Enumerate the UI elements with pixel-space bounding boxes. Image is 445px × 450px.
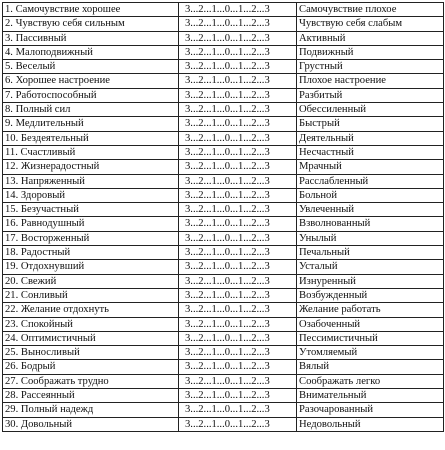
table-row	[3, 303, 444, 317]
right-state-cell: Унылый	[297, 231, 444, 245]
right-state-cell: Желание работать	[297, 303, 444, 317]
left-state-cell: 26. Бодрый	[3, 360, 179, 374]
table-row	[3, 203, 444, 217]
rating-scale-cell: 3...2...1...0...1...2...3	[179, 3, 297, 17]
left-state-cell: 10. Бездеятельный	[3, 131, 179, 145]
san-questionnaire-table	[2, 2, 444, 432]
table-body	[3, 3, 444, 432]
right-state-cell: Изнуренный	[297, 274, 444, 288]
left-state-cell: 24. Оптимистичный	[3, 331, 179, 345]
table-row	[3, 74, 444, 88]
rating-scale-cell: 3...2...1...0...1...2...3	[179, 360, 297, 374]
table-row	[3, 260, 444, 274]
left-state-cell: 22. Желание отдохнуть	[3, 303, 179, 317]
table-row	[3, 131, 444, 145]
left-state-cell: 20. Свежий	[3, 274, 179, 288]
rating-scale-cell: 3...2...1...0...1...2...3	[179, 288, 297, 302]
right-state-cell: Подвижный	[297, 45, 444, 59]
rating-scale-cell: 3...2...1...0...1...2...3	[179, 160, 297, 174]
left-state-cell: 27. Соображать трудно	[3, 374, 179, 388]
left-state-cell: 1. Самочувствие хорошее	[3, 3, 179, 17]
table-row	[3, 317, 444, 331]
rating-scale-cell: 3...2...1...0...1...2...3	[179, 45, 297, 59]
right-state-cell: Чувствую себя слабым	[297, 17, 444, 31]
table-row	[3, 288, 444, 302]
rating-scale-cell: 3...2...1...0...1...2...3	[179, 231, 297, 245]
right-state-cell: Активный	[297, 31, 444, 45]
left-state-cell: 18. Радостный	[3, 246, 179, 260]
table-row	[3, 17, 444, 31]
left-state-cell: 8. Полный сил	[3, 103, 179, 117]
right-state-cell: Самочувствие плохое	[297, 3, 444, 17]
table-row	[3, 217, 444, 231]
right-state-cell: Больной	[297, 188, 444, 202]
left-state-cell: 13. Напряженный	[3, 174, 179, 188]
table-row	[3, 389, 444, 403]
right-state-cell: Печальный	[297, 246, 444, 260]
left-state-cell: 28. Рассеянный	[3, 389, 179, 403]
rating-scale-cell: 3...2...1...0...1...2...3	[179, 274, 297, 288]
rating-scale-cell: 3...2...1...0...1...2...3	[179, 403, 297, 417]
table-row	[3, 374, 444, 388]
right-state-cell: Взволнованный	[297, 217, 444, 231]
rating-scale-cell: 3...2...1...0...1...2...3	[179, 331, 297, 345]
left-state-cell: 19. Отдохнувший	[3, 260, 179, 274]
left-state-cell: 14. Здоровый	[3, 188, 179, 202]
rating-scale-cell: 3...2...1...0...1...2...3	[179, 188, 297, 202]
right-state-cell: Недовольный	[297, 417, 444, 431]
rating-scale-cell: 3...2...1...0...1...2...3	[179, 17, 297, 31]
table-row	[3, 3, 444, 17]
table-row	[3, 274, 444, 288]
right-state-cell: Возбужденный	[297, 288, 444, 302]
table-row	[3, 231, 444, 245]
right-state-cell: Увлеченный	[297, 203, 444, 217]
left-state-cell: 17. Восторженный	[3, 231, 179, 245]
right-state-cell: Обессиленный	[297, 103, 444, 117]
table-row	[3, 117, 444, 131]
table-row	[3, 188, 444, 202]
right-state-cell: Разочарованный	[297, 403, 444, 417]
table-row	[3, 360, 444, 374]
right-state-cell: Грустный	[297, 60, 444, 74]
left-state-cell: 29. Полный надежд	[3, 403, 179, 417]
right-state-cell: Расслабленный	[297, 174, 444, 188]
right-state-cell: Несчастный	[297, 145, 444, 159]
rating-scale-cell: 3...2...1...0...1...2...3	[179, 389, 297, 403]
rating-scale-cell: 3...2...1...0...1...2...3	[179, 246, 297, 260]
table-row	[3, 346, 444, 360]
table-row	[3, 417, 444, 431]
rating-scale-cell: 3...2...1...0...1...2...3	[179, 260, 297, 274]
rating-scale-cell: 3...2...1...0...1...2...3	[179, 217, 297, 231]
left-state-cell: 6. Хорошее настроение	[3, 74, 179, 88]
right-state-cell: Деятельный	[297, 131, 444, 145]
table-row	[3, 103, 444, 117]
table-row	[3, 331, 444, 345]
rating-scale-cell: 3...2...1...0...1...2...3	[179, 303, 297, 317]
table-row	[3, 403, 444, 417]
left-state-cell: 9. Медлительный	[3, 117, 179, 131]
right-state-cell: Плохое настроение	[297, 74, 444, 88]
rating-scale-cell: 3...2...1...0...1...2...3	[179, 31, 297, 45]
left-state-cell: 5. Веселый	[3, 60, 179, 74]
rating-scale-cell: 3...2...1...0...1...2...3	[179, 203, 297, 217]
left-state-cell: 25. Выносливый	[3, 346, 179, 360]
rating-scale-cell: 3...2...1...0...1...2...3	[179, 103, 297, 117]
left-state-cell: 3. Пассивный	[3, 31, 179, 45]
left-state-cell: 15. Безучастный	[3, 203, 179, 217]
rating-scale-cell: 3...2...1...0...1...2...3	[179, 60, 297, 74]
left-state-cell: 11. Счастливый	[3, 145, 179, 159]
right-state-cell: Утомляемый	[297, 346, 444, 360]
left-state-cell: 16. Равнодушный	[3, 217, 179, 231]
rating-scale-cell: 3...2...1...0...1...2...3	[179, 131, 297, 145]
table-row	[3, 31, 444, 45]
rating-scale-cell: 3...2...1...0...1...2...3	[179, 417, 297, 431]
left-state-cell: 21. Сонливый	[3, 288, 179, 302]
table-row	[3, 45, 444, 59]
rating-scale-cell: 3...2...1...0...1...2...3	[179, 145, 297, 159]
table-row	[3, 88, 444, 102]
table-row	[3, 145, 444, 159]
rating-scale-cell: 3...2...1...0...1...2...3	[179, 346, 297, 360]
rating-scale-cell: 3...2...1...0...1...2...3	[179, 88, 297, 102]
right-state-cell: Соображать легко	[297, 374, 444, 388]
right-state-cell: Внимательный	[297, 389, 444, 403]
right-state-cell: Пессимистичный	[297, 331, 444, 345]
right-state-cell: Разбитый	[297, 88, 444, 102]
right-state-cell: Озабоченный	[297, 317, 444, 331]
left-state-cell: 23. Спокойный	[3, 317, 179, 331]
right-state-cell: Усталый	[297, 260, 444, 274]
left-state-cell: 30. Довольный	[3, 417, 179, 431]
rating-scale-cell: 3...2...1...0...1...2...3	[179, 174, 297, 188]
rating-scale-cell: 3...2...1...0...1...2...3	[179, 374, 297, 388]
left-state-cell: 2. Чувствую себя сильным	[3, 17, 179, 31]
rating-scale-cell: 3...2...1...0...1...2...3	[179, 317, 297, 331]
rating-scale-cell: 3...2...1...0...1...2...3	[179, 117, 297, 131]
left-state-cell: 4. Малоподвижный	[3, 45, 179, 59]
table-row	[3, 174, 444, 188]
table-row	[3, 160, 444, 174]
left-state-cell: 7. Работоспособный	[3, 88, 179, 102]
rating-scale-cell: 3...2...1...0...1...2...3	[179, 74, 297, 88]
right-state-cell: Мрачный	[297, 160, 444, 174]
right-state-cell: Вялый	[297, 360, 444, 374]
table-row	[3, 60, 444, 74]
table-row	[3, 246, 444, 260]
right-state-cell: Быстрый	[297, 117, 444, 131]
left-state-cell: 12. Жизнерадостный	[3, 160, 179, 174]
